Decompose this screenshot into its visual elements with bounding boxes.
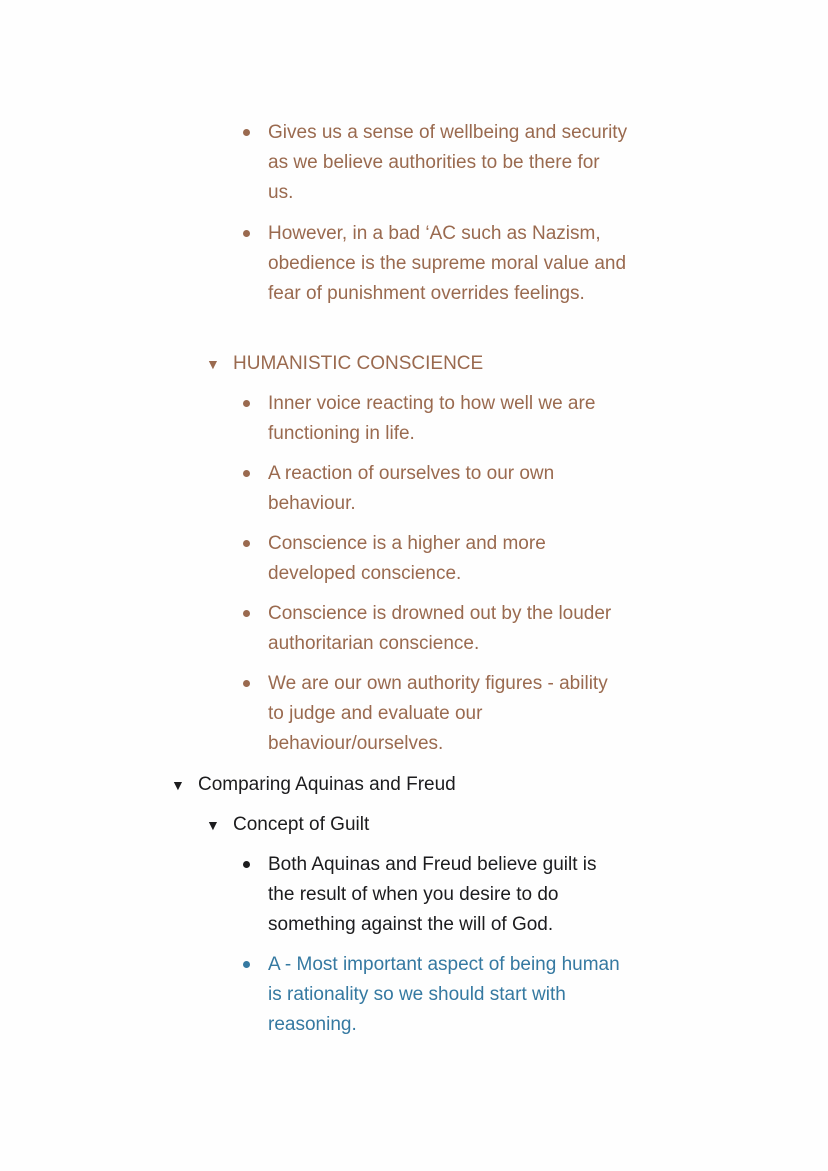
list-item (268, 529, 628, 589)
bullet-dot (243, 861, 250, 868)
bullet-dot (243, 400, 250, 407)
list-item (268, 389, 628, 449)
toggle-triangle-icon[interactable]: ▼ (206, 356, 220, 372)
toggle-comparing-aquinas-freud[interactable] (171, 770, 456, 800)
list-item-text: Conscience is drowned out by the louder authoritarian conscience. (268, 603, 612, 654)
bullet-dot (243, 230, 250, 237)
list-item (268, 219, 628, 309)
list-item (268, 459, 628, 519)
list-item (268, 669, 628, 759)
list-item (268, 599, 628, 659)
bullet-dot (243, 470, 250, 477)
toggle-heading-text: Comparing Aquinas and Freud (198, 774, 456, 795)
bullet-dot (243, 680, 250, 687)
toggle-concept-of-guilt[interactable] (206, 810, 370, 840)
list-item-text: We are our own authority figures - ability to judge and evaluate our behaviour/ourselves. (268, 673, 608, 754)
list-item-text: A - Most important aspect of being human is rationality so we should start with reasoning. (268, 954, 620, 1035)
list-item (268, 850, 628, 940)
list-item-text: Gives us a sense of wellbeing and security as we believe authorities to be there for us. (268, 122, 628, 203)
toggle-heading-text: HUMANISTIC CONSCIENCE (233, 353, 484, 374)
list-item-text: Both Aquinas and Freud believe guilt is the result of when you desire to do something against the will of God. (268, 854, 597, 935)
toggle-heading-text: Concept of Guilt (233, 814, 370, 835)
toggle-humanistic-conscience[interactable] (206, 349, 484, 379)
list-item (268, 950, 628, 1040)
toggle-triangle-icon[interactable]: ▼ (206, 817, 220, 833)
toggle-triangle-icon[interactable]: ▼ (171, 777, 185, 793)
list-item (268, 118, 628, 208)
bullet-dot (243, 540, 250, 547)
bullet-dot (243, 129, 250, 136)
list-item-text: Conscience is a higher and more developed conscience. (268, 533, 546, 584)
bullet-dot (243, 961, 250, 968)
list-item-text: Inner voice reacting to how well we are functioning in life. (268, 393, 596, 444)
bullet-dot (243, 610, 250, 617)
list-item-text: A reaction of ourselves to our own behaviour. (268, 463, 555, 514)
list-item-text: However, in a bad ‘AC such as Nazism, obedience is the supreme moral value and fear of punishment overrides feelings. (268, 223, 627, 304)
